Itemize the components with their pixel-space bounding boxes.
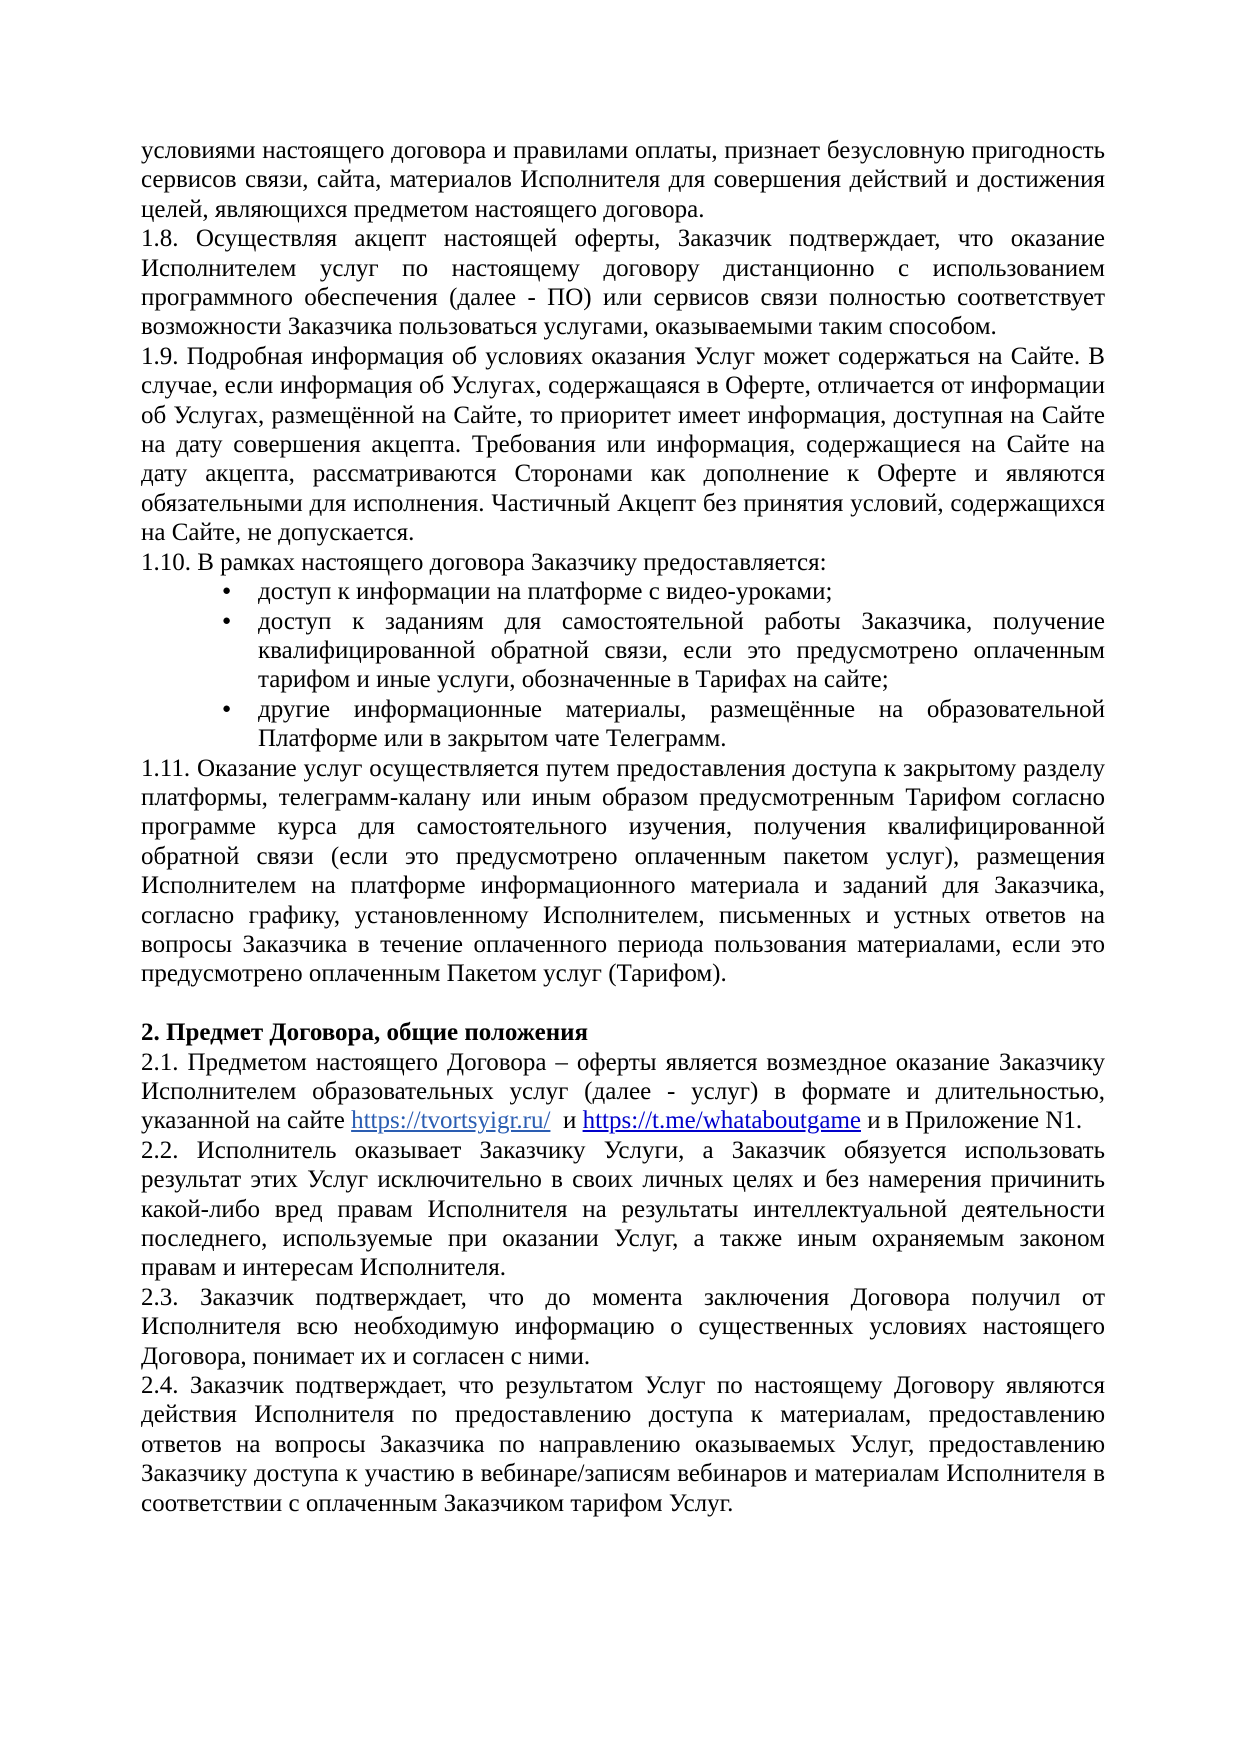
text-run: 2.2. Исполнитель оказывает Заказчику Услуги, а Заказчик обязуется использовать результат этих Услуг исключительно в своих личных целях и без намерения причинить какой-либо вред правам Исполнителя на результаты интеллектуальной деятельности последнего, используемые при оказании Услуг, а также иным охраняемым законом правам и интересам Исполнителя.: [141, 1136, 1105, 1282]
list-item-text: другие информационные материалы, размещённые на образовательной Платформе или в закрытом чате Телеграмм.: [258, 695, 1105, 753]
paragraph: [141, 342, 1105, 548]
hyperlink[interactable]: https://tvortsyigr.ru/: [351, 1107, 551, 1135]
paragraph: [141, 136, 1105, 224]
text-run: 1.9. Подробная информация об условиях оказания Услуг может содержаться на Сайте. В случае, если информация об Услугах, содержащаяся в Оферте, отличается от информации об Услугах, размещённой на Сайте, то приоритет имеет информация, доступная на Сайте на дату совершения акцепта. Требования или информация, содержащиеся на Сайте на дату акцепта, рассматриваются Сторонами как дополнение к Оферте и являются обязательными для исполнения. Частичный Акцепт без принятия условий, содержащихся на Сайте, не допускается.: [141, 342, 1105, 547]
text-run: 2.1. Предметом настоящего Договора – оферты является возмездное оказание Заказчику Исполнителем образовательных услуг (далее - услуг) в формате и длительностью, указанной на сайте: [141, 1048, 1105, 1135]
paragraph: [141, 548, 1105, 577]
bullet-icon: ●: [222, 700, 232, 717]
text-run: условиями настоящего договора и правилами оплаты, признает безусловную пригодность сервисов связи, сайта, материалов Исполнителя для совершения действий и достижения целей, являющихся предметом настоящего договора.: [141, 137, 1105, 223]
paragraph: [141, 1283, 1105, 1371]
blank-line: [141, 989, 1105, 1018]
text-run: 2.3. Заказчик подтверждает, что до момента заключения Договора получил от Исполнителя всю необходимую информацию о существенных условиях настоящего Договора, понимает их и согласен с ними.: [141, 1283, 1105, 1370]
text-run: 1.10. В рамках настоящего договора Заказчику предоставляется:: [141, 548, 827, 576]
list-item: [222, 577, 1105, 606]
text-run: 2.4. Заказчик подтверждает, что результатом Услуг по настоящему Договору являются действия Исполнителя по предоставлению доступа к материалам, предоставлению ответов на вопросы Заказчика по направлению оказываемых Услуг, предоставлению Заказчику доступа к участию в вебинаре/записям вебинаров и материалам Исполнителя в соответствии с оплаченным Заказчиком тарифом Услуг.: [141, 1372, 1105, 1517]
bullet-icon: ●: [222, 612, 232, 629]
list-item: [222, 607, 1105, 695]
text-run: и: [550, 1107, 583, 1135]
paragraph: [141, 1371, 1105, 1518]
paragraph: [141, 224, 1105, 342]
document-content: [141, 136, 1105, 1518]
text-run: 2. Предмет Договора, общие положения: [141, 1019, 589, 1047]
list-item-text: доступ к заданиям для самостоятельной работы Заказчика, получение квалифицированной обратной связи, если это предусмотрено оплаченным тарифом и иные услуги, обозначенные в Тарифах на сайте;: [258, 607, 1105, 694]
text-run: 1.11. Оказание услуг осуществляется путем предоставления доступа к закрытому разделу платформы, телеграмм-калану или иным образом предусмотренным Тарифом согласно программе курса для самостоятельного изучения, получения квалифицированной обратной связи (если это предусмотрено оплаченным пакетом услуг), размещения Исполнителем на платформе информационного материала и заданий для Заказчика, согласно графику, установленному Исполнителем, письменных и устных ответов на вопросы Заказчика в течение оплаченного периода пользования материалами, если это предусмотрено оплаченным Пакетом услуг (Тарифом).: [141, 754, 1105, 988]
hyperlink[interactable]: https://t.me/whataboutgame: [582, 1107, 861, 1135]
text-run: 1.8. Осуществляя акцепт настоящей оферты, Заказчик подтверждает, что оказание Исполнителем услуг по настоящему договору дистанционно с использованием программного обеспечения (далее - ПО) или сервисов связи полностью соответствует возможности Заказчика пользоваться услугами, оказываемыми таким способом.: [141, 225, 1105, 341]
paragraph: [141, 754, 1105, 989]
paragraph: [141, 1136, 1105, 1283]
bullet-list: [141, 577, 1105, 753]
text-run: и в Приложение N1.: [861, 1107, 1083, 1135]
list-item-text: доступ к информации на платформе с видео-уроками;: [258, 578, 833, 606]
bullet-icon: ●: [222, 583, 232, 600]
list-item: [222, 695, 1105, 754]
paragraph: [141, 1048, 1105, 1136]
section-heading: [141, 1018, 1105, 1047]
